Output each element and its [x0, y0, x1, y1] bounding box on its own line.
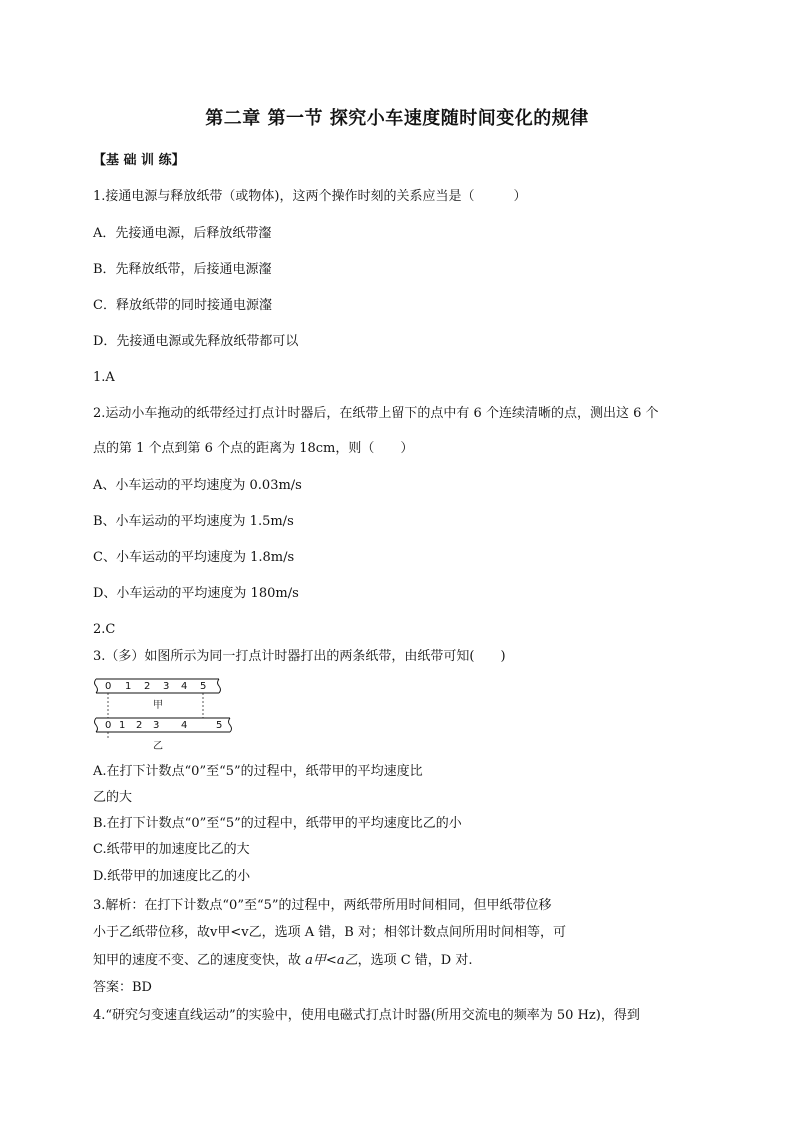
tape-b-tick-5: 5 [216, 720, 223, 731]
q3-analysis-accel-b: a乙 [336, 953, 358, 968]
q3-analysis-line1: 3.解析：在打下计数点“0”至“5”的过程中，两纸带所用时间相同，但甲纸带位移 [93, 898, 552, 913]
q1-option-b: B．先释放纸带，后接通电源瀣 [93, 262, 272, 277]
q3-analysis-line3 [93, 952, 472, 970]
tape-a [95, 679, 221, 693]
q3-analysis-line3-e: ，选项 C 错，D 对. [357, 953, 473, 968]
tape-b-tick-0: 0 [105, 720, 112, 731]
page-title: 第二章 第一节 探究小车速度随时间变化的规律 [205, 108, 589, 129]
q3-analysis-line2-c: ，选项 A 错，B 对；相邻计数点间所用时间相等，可 [261, 925, 566, 940]
q3-analysis-accel-a: a甲 [305, 953, 326, 968]
q3-option-c: C.纸带甲的加速度比乙的大 [93, 842, 250, 857]
q1-option-d: D．先接通电源或先释放纸带都可以 [93, 334, 299, 349]
tape-b-label: 乙 [153, 741, 163, 752]
q2-option-c: C、小车运动的平均速度为 1.8m/s [93, 550, 295, 565]
tape-b-tick-4: 4 [181, 720, 188, 731]
section-heading: 【基 础 训 练】 [93, 153, 185, 168]
q3-analysis-velocity-compare: v甲<v乙 [210, 925, 262, 940]
tape-a-label: 甲 [153, 700, 163, 711]
tape-a-tick-0: 0 [105, 681, 112, 692]
tape-a-tick-3: 3 [163, 681, 170, 692]
q1-stem: 1.接通电源与释放纸带（或物体)，这两个操作时刻的关系应当是（ ） [93, 189, 527, 204]
q3-analysis-line2 [93, 924, 566, 942]
tape-b-tick-1: 1 [119, 720, 126, 731]
q3-stem: 3.（多）如图所示为同一打点计时器打出的两条纸带，由纸带可知( ) [93, 649, 506, 664]
q2-answer: 2.C [93, 622, 116, 637]
q3-analysis-line2-a: 小于乙纸带位移，故 [93, 925, 211, 940]
q3-option-d: D.纸带甲的加速度比乙的小 [93, 869, 251, 884]
q2-option-d: D、小车运动的平均速度为 180m/s [93, 586, 299, 601]
tape-a-tick-2: 2 [144, 681, 151, 692]
tape-b-tick-3: 3 [153, 720, 160, 731]
q4-stem-line1: 4.“研究匀变速直线运动”的实验中，使用电磁式打点计时器(所用交流电的频率为 50 Hz)，得到 [93, 1008, 640, 1023]
tape-b-tick-2: 2 [136, 720, 143, 731]
paper-tape-figure [92, 676, 232, 752]
q2-stem-line1: 2.运动小车拖动的纸带经过打点计时器后，在纸带上留下的点中有 6 个连续清晰的点，测出这 6 个 [93, 406, 659, 421]
q3-analysis-line3-a: 知甲的速度不变、乙的速度变快，故 [93, 953, 306, 968]
q3-answer: 答案：BD [93, 980, 152, 995]
tape-a-tick-5: 5 [200, 681, 207, 692]
q2-option-b: B、小车运动的平均速度为 1.5m/s [93, 514, 294, 529]
q1-option-c: C．释放纸带的同时接通电源瀣 [93, 298, 272, 313]
q2-stem-line2: 点的第 1 个点到第 6 个点的距离为 18cm，则（ ） [93, 441, 414, 456]
q3-analysis-less-than: < [325, 953, 337, 968]
tape-b [95, 718, 232, 732]
q3-option-b: B.在打下计数点“0”至“5”的过程中，纸带甲的平均速度比乙的小 [93, 816, 462, 831]
q3-option-a-cont: 乙的大 [93, 790, 133, 805]
q2-option-a: A、小车运动的平均速度为 0.03m/s [93, 478, 302, 493]
tape-a-tick-4: 4 [181, 681, 188, 692]
q3-option-a: A.在打下计数点“0”至“5”的过程中，纸带甲的平均速度比 [93, 764, 423, 779]
tape-a-tick-1: 1 [125, 681, 132, 692]
q1-answer: 1.A [93, 370, 115, 385]
q1-option-a: A．先接通电源，后释放纸带瀣 [93, 226, 272, 241]
